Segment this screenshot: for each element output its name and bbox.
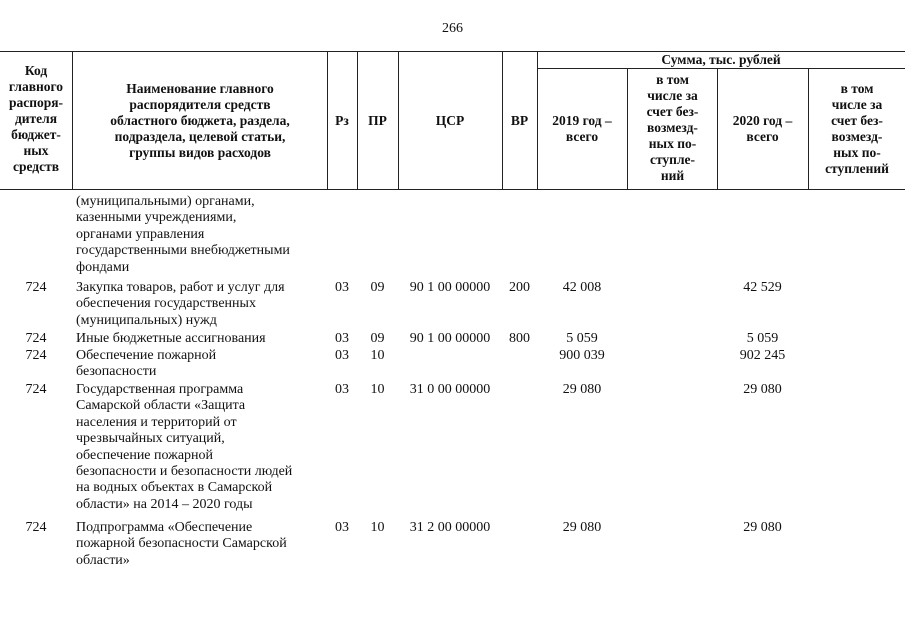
header-vr: ВР [510,113,529,128]
row-code: 724 [25,280,47,295]
row-name: (муниципальными) органами, казенными учреждениями, органами управления государственными внебюджетными фондами [76,194,290,275]
header-code: Код главного распоря- дителя бюджет- ных средств [8,63,64,174]
row-pr: 10 [370,520,385,535]
row-pr: 09 [370,280,385,295]
row-name: Закупка товаров, работ и услуг для обеспечения государственных (муниципальных) нужд [76,280,285,328]
row-name: Иные бюджетные ассигнования [76,331,266,346]
row-2020-total: 5 059 [746,331,779,346]
row-pr: 10 [370,382,385,397]
row-csr: 31 0 00 00000 [409,382,491,397]
row-2020-total: 902 245 [739,348,786,363]
header-2019-total: 2019 год – всего [552,113,612,144]
row-rz: 03 [335,520,349,535]
row-rz: 03 [335,348,349,363]
row-2019-total: 29 080 [562,520,602,535]
row-vr: 200 [509,280,530,295]
row-2019-total: 42 008 [562,280,602,295]
header-csr: ЦСР [435,113,465,128]
row-2020-total: 29 080 [743,382,782,397]
header-2020-free: в том числе за счет без- возмезд- ных по- ступлений [825,81,889,176]
row-rz: 03 [335,280,349,295]
header-name: Наименование главного распорядителя средств областного бюджета, раздела, подраздела, целевой статьи, группы видов расходов [110,81,290,160]
row-csr: 90 1 00 00000 [409,331,491,346]
row-code: 724 [25,348,47,363]
row-vr: 800 [509,331,530,346]
row-name: Обеспечение пожарной безопасности [76,348,217,380]
row-csr: 90 1 00 00000 [409,280,491,295]
header-pr: ПР [368,113,387,128]
row-rz: 03 [335,331,349,346]
sum-group-divider [537,68,905,69]
row-rz: 03 [335,382,349,397]
row-pr: 09 [370,331,385,346]
row-2019-total: 900 039 [559,348,605,363]
row-2019-total: 5 059 [566,331,598,346]
header-bottom-border [0,189,905,190]
page-number: 266 [442,21,463,36]
header-rz: Рз [335,113,349,128]
header-2020-total: 2020 год – всего [732,113,793,144]
row-code: 724 [25,382,47,397]
row-csr: 31 2 00 00000 [409,520,491,535]
row-pr: 10 [370,348,385,363]
row-2020-total: 42 529 [743,280,782,295]
row-code: 724 [25,331,47,346]
header-sum-group: Сумма, тыс. рублей [661,52,781,67]
row-name: Подпрограмма «Обеспечение пожарной безопасности Самарской области» [76,520,287,568]
header-2019-free: в том числе за счет без- возмезд- ных по- ступле- ний [646,72,699,183]
row-name: Государственная программа Самарской области «Защита населения и территорий от чрезвычайных ситуаций, обеспечение пожарной безопасности и безопасности людей на водных объектах в Самарской области» на 2014 – 2020 годы [76,382,293,512]
row-2020-total: 29 080 [743,520,782,535]
table-header [0,0,905,190]
row-code: 724 [25,520,47,535]
row-2019-total: 29 080 [562,382,602,397]
